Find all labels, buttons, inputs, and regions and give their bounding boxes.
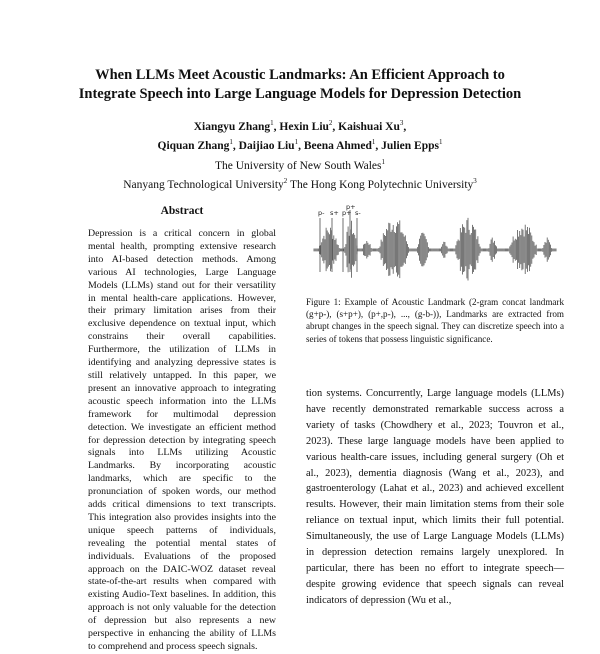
author-line-1: Xiangyu Zhang$^1$, Hexin Liu$^2$, Kaishuai Xu$^3$,: [193, 119, 407, 133]
waveform-figure: [312, 202, 558, 290]
landmark-label: p-: [318, 209, 325, 217]
abstract-text: Depression is a critical concern in global mental health, prompting extensive research into AI-based detection methods. Among various AI technologies, Large Language Models (LLMs) stand out for their versatility in mental health-care applications. However, their primary limitation arises from their exclusive dependence on textual input, which constrains their overall capabilities. Furthermore, the utilization of LLMs in identifying and analyzing depressive states is still relatively untapped. In this paper, we present an innovative approach to integrating acoustic speech information into the LLMs framework for multimodal depression detection. We investigate an efficient method for depression detection by integrating speech signals into LLMs utilizing Acoustic Landmarks. By incorporating acoustic landmarks, which are specific to the pronunciation of spoken words, our method adds critical dimensions to text transcripts. This integration also provides insights into the unique speech patterns of individuals, revealing the potential mental states of individuals. Evaluations of the proposed approach on the DAIC-WOZ dataset reveal state-of-the-art results when compared with existing Audio-Text baselines. In addition, this approach is not only valuable for the detection of depression but also represents a new perspective in enhancing the ability of LLMs to comprehend and process speech signals.: [88, 228, 276, 652]
landmark-label: p+: [346, 203, 356, 211]
author-block: [40, 116, 560, 193]
affiliation-line-2: [40, 174, 560, 193]
affiliation-sup: 3: [473, 176, 477, 185]
landmark-label: s+: [330, 209, 339, 217]
author-sup: 1: [294, 138, 299, 147]
affiliation-line-1: [40, 155, 560, 174]
author-name: Beena Ahmed: [303, 140, 372, 153]
figure-caption: Figure 1: Example of Acoustic Landmark (2-gram concat landmark (g+p-), (s+p+), (p+,p-), ..., (g-b-)), Landmarks are extracted from abrupt changes in the speech signal. They can discretize speech into a series of tokens that possess linguistic significance.: [306, 297, 564, 344]
landmark-label: s-: [355, 209, 361, 217]
author-sup: 3: [399, 119, 404, 127]
title-line-2: Integrate Speech into Large Language Models for Depression Detection: [78, 86, 522, 102]
affiliation-name: The Hong Kong Polytechnic University: [289, 178, 474, 191]
affiliation-name: The University of New South Wales: [214, 159, 382, 172]
author-sup: 1: [371, 138, 376, 147]
author-name: Kaishuai Xu: [338, 120, 400, 133]
author-sup: 1: [439, 138, 443, 147]
author-sup: 1: [270, 119, 274, 127]
author-line-2: Qiquan Zhang$^1$, Daijiao Liu$^1$, Beena Ahmed$^1$, Julien Epps$^1$: [157, 138, 443, 153]
author-sup: 1: [229, 138, 233, 147]
body-text-right-column: tion systems. Concurrently, Large language models (LLMs) have recently demonstrated remarkable success across a variety of tasks (Chowdhery et al., 2023; Touvron et al., 2023). These large language models have been applied to various health-care issues, including general surgery (Oh et al., 2023), dementia diagnosis (Wang et al., 2023), and gastroenterology (Lahat et al., 2023) and achieved excellent results. However, their main limitation stems from their sole reliance on textual input, which limits their full potential. Simultaneously, the use of Large Language Models (LLMs) in depression detection remains largely unexplored. In particular, there has been no effort to integrate speech—despite growing evidence that speech signals can reveal indicators of depression (Wu et al.,: [306, 388, 564, 606]
title-line-1: When LLMs Meet Acoustic Landmarks: An Efficient Approach to: [95, 67, 505, 83]
landmark-label: p+: [342, 209, 352, 217]
author-sup: 2: [328, 119, 333, 127]
affiliation-sup: 1: [381, 157, 386, 166]
author-name: Daijiao Liu: [238, 140, 295, 153]
author-name: Julien Epps: [381, 140, 439, 153]
affiliation-sup: 2: [283, 176, 288, 185]
author-name: Qiquan Zhang: [157, 140, 230, 153]
author-name: Xiangyu Zhang: [193, 120, 271, 133]
paper-title: [40, 66, 560, 104]
abstract-heading: Abstract: [160, 205, 204, 217]
affiliation-name: Nanyang Technological University: [123, 178, 284, 191]
author-name: Hexin Liu: [279, 120, 329, 133]
